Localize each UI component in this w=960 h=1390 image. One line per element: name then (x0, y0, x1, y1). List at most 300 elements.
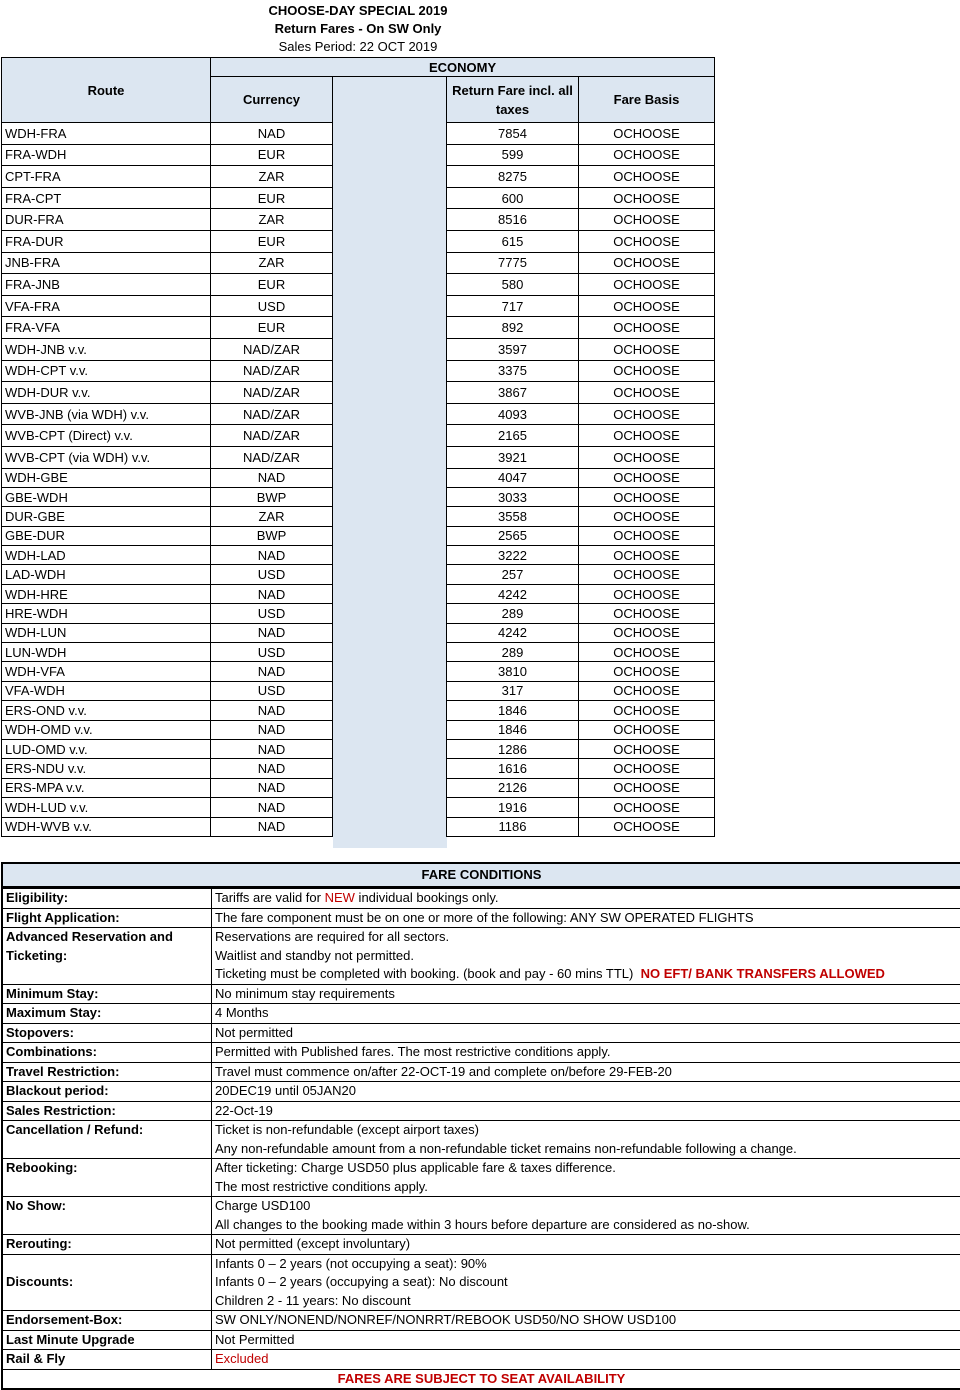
condition-highlight: Excluded (215, 1351, 268, 1366)
gap-cell (333, 295, 447, 317)
table-row (2, 526, 715, 545)
table-row (2, 604, 715, 623)
condition-text: 4 Months (215, 1005, 268, 1020)
condition-label-text: Stopovers: (6, 1024, 211, 1043)
table-end-spacer (2, 836, 715, 848)
condition-line (3, 1311, 960, 1331)
gap-cell (333, 720, 447, 739)
gap-cell (333, 778, 447, 797)
fare-basis-cell: OCHOOSE (579, 425, 715, 447)
gap-cell (333, 166, 447, 188)
route-cell: VFA-WDH (2, 681, 211, 700)
condition-text: Ticketing must be completed with booking. (book and pay - 60 mins TTL) (215, 966, 641, 981)
currency-cell: NAD (211, 468, 333, 487)
fare-basis-cell: OCHOOSE (579, 565, 715, 584)
currency-cell: ZAR (211, 507, 333, 526)
fare-basis-cell: OCHOOSE (579, 338, 715, 360)
condition-highlight: NO EFT/ BANK TRANSFERS ALLOWED (641, 966, 885, 981)
gap-cell (333, 623, 447, 642)
currency-cell: USD (211, 295, 333, 317)
currency-cell: USD (211, 565, 333, 584)
table-row (2, 403, 715, 425)
table-row (2, 123, 715, 145)
seat-availability-note: FARES ARE SUBJECT TO SEAT AVAILABILITY (3, 1369, 960, 1388)
fare-cell: 3867 (447, 382, 579, 404)
table-row (2, 778, 715, 797)
table-row (2, 317, 715, 339)
gap-cell (333, 681, 447, 700)
currency-cell: NAD (211, 584, 333, 603)
condition-text: Not Permitted (215, 1332, 294, 1347)
currency-cell: ZAR (211, 209, 333, 231)
condition-label-text: Maximum Stay: (6, 1004, 211, 1023)
table-row (2, 187, 715, 209)
fare-table-body (2, 123, 715, 848)
condition-label (3, 1004, 212, 1024)
gap-cell (333, 403, 447, 425)
gap-cell (333, 446, 447, 468)
condition-value (212, 1140, 960, 1159)
fare-cell: 7775 (447, 252, 579, 274)
condition-value (212, 1178, 960, 1197)
route-cell: FRA-VFA (2, 317, 211, 339)
route-cell: WDH-LAD (2, 546, 211, 565)
route-cell: LUD-OMD v.v. (2, 739, 211, 758)
condition-line (3, 908, 960, 928)
route-cell: VFA-FRA (2, 295, 211, 317)
route-cell: DUR-GBE (2, 507, 211, 526)
condition-label (3, 984, 212, 1004)
table-row (2, 623, 715, 642)
condition-value (212, 1197, 960, 1216)
gap-cell (333, 526, 447, 545)
fare-basis-cell: OCHOOSE (579, 604, 715, 623)
gap-cell (333, 230, 447, 252)
fare-basis-cell: OCHOOSE (579, 526, 715, 545)
currency-cell: NAD/ZAR (211, 360, 333, 382)
table-row (2, 759, 715, 778)
route-cell: WDH-DUR v.v. (2, 382, 211, 404)
condition-label-text: Cancellation / Refund: (6, 1121, 211, 1140)
fare-cell: 257 (447, 565, 579, 584)
condition-value (212, 1216, 960, 1235)
condition-text: 22-Oct-19 (215, 1103, 273, 1118)
fare-cell: 2165 (447, 425, 579, 447)
table-row (2, 295, 715, 317)
condition-label (3, 889, 212, 909)
condition-text: All changes to the booking made within 3 hours before departure are considered as no-show. (215, 1217, 750, 1232)
fare-cell: 1846 (447, 720, 579, 739)
route-cell: WDH-VFA (2, 662, 211, 681)
route-cell: WVB-CPT (Direct) v.v. (2, 425, 211, 447)
fare-basis-cell: OCHOOSE (579, 720, 715, 739)
table-row (2, 739, 715, 758)
table-row (2, 817, 715, 836)
condition-text: Not permitted (except involuntary) (215, 1236, 410, 1251)
gap-cell (333, 604, 447, 623)
table-row (2, 382, 715, 404)
gap-cell (333, 468, 447, 487)
condition-line (3, 928, 960, 947)
fare-basis-cell: OCHOOSE (579, 252, 715, 274)
route-cell: GBE-DUR (2, 526, 211, 545)
currency-cell: NAD (211, 123, 333, 145)
fare-basis-cell: OCHOOSE (579, 317, 715, 339)
gap-cell (333, 817, 447, 836)
route-cell: FRA-DUR (2, 230, 211, 252)
currency-cell: USD (211, 643, 333, 662)
fare-basis-cell: OCHOOSE (579, 166, 715, 188)
condition-value (212, 1121, 960, 1140)
condition-label-text: Rebooking: (6, 1159, 211, 1178)
table-row (2, 468, 715, 487)
condition-line (3, 1350, 960, 1369)
condition-label-text: Advanced Reservation and (6, 928, 211, 947)
condition-value (212, 928, 960, 947)
condition-label (3, 1311, 212, 1331)
condition-label-text: Combinations: (6, 1043, 211, 1062)
route-cell: WDH-CPT v.v. (2, 360, 211, 382)
fare-basis-cell: OCHOOSE (579, 584, 715, 603)
route-cell: WDH-LUD v.v. (2, 798, 211, 817)
gap-cell (333, 382, 447, 404)
currency-cell: USD (211, 604, 333, 623)
currency-cell: ZAR (211, 252, 333, 274)
route-cell: WDH-OMD v.v. (2, 720, 211, 739)
fare-cell: 7854 (447, 123, 579, 145)
table-row (2, 338, 715, 360)
condition-text: No minimum stay requirements (215, 986, 395, 1001)
gap-cell (333, 144, 447, 166)
page-subtitle: Return Fares - On SW Only (210, 20, 506, 38)
fare-cell: 615 (447, 230, 579, 252)
condition-label-text: Endorsement-Box: (6, 1311, 211, 1330)
condition-label-text: Blackout period: (6, 1082, 211, 1101)
table-row (2, 701, 715, 720)
col-fare-header: Return Fare incl. all taxes (447, 77, 579, 123)
condition-line (3, 1235, 960, 1255)
condition-text: Charge USD100 (215, 1198, 310, 1213)
condition-value (212, 908, 960, 928)
fare-cell: 580 (447, 274, 579, 296)
gap-cell (333, 662, 447, 681)
gap-cell (333, 584, 447, 603)
condition-text: The most restrictive conditions apply. (215, 1179, 428, 1194)
currency-cell: NAD (211, 623, 333, 642)
fare-basis-cell: OCHOOSE (579, 360, 715, 382)
currency-cell: ZAR (211, 166, 333, 188)
condition-label (3, 1062, 212, 1082)
condition-value (212, 1273, 960, 1292)
fare-cell: 317 (447, 681, 579, 700)
condition-label-text: Rerouting: (6, 1235, 211, 1254)
fare-basis-cell: OCHOOSE (579, 446, 715, 468)
fare-cell: 3597 (447, 338, 579, 360)
currency-cell: BWP (211, 526, 333, 545)
gap-cell (333, 739, 447, 758)
fare-basis-cell: OCHOOSE (579, 507, 715, 526)
gap-cell (333, 487, 447, 506)
condition-text: Travel must commence on/after 22-OCT-19 and complete on/before 29-FEB-20 (215, 1064, 672, 1079)
col-basis-header: Fare Basis (579, 77, 715, 123)
fare-cell: 289 (447, 643, 579, 662)
fare-cell: 8516 (447, 209, 579, 231)
condition-label (3, 1082, 212, 1102)
currency-cell: NAD (211, 817, 333, 836)
table-row (2, 425, 715, 447)
currency-cell: NAD/ZAR (211, 338, 333, 360)
condition-text: Waitlist and standby not permitted. (215, 948, 414, 963)
condition-text: Any non-refundable amount from a non-refundable ticket remains non-refundable following a change. (215, 1141, 797, 1156)
condition-value (212, 1350, 960, 1369)
fare-cell: 599 (447, 144, 579, 166)
fare-cell: 1286 (447, 739, 579, 758)
route-cell: GBE-WDH (2, 487, 211, 506)
currency-cell: NAD (211, 546, 333, 565)
condition-value (212, 889, 960, 909)
currency-cell: NAD (211, 759, 333, 778)
fare-basis-cell: OCHOOSE (579, 187, 715, 209)
condition-value (212, 1101, 960, 1121)
table-row (2, 360, 715, 382)
table-row (2, 252, 715, 274)
currency-cell: EUR (211, 230, 333, 252)
fare-basis-cell: OCHOOSE (579, 295, 715, 317)
route-cell: FRA-WDH (2, 144, 211, 166)
condition-line (3, 1330, 960, 1350)
fare-basis-cell: OCHOOSE (579, 274, 715, 296)
fare-cell: 3558 (447, 507, 579, 526)
currency-cell: NAD (211, 701, 333, 720)
fare-basis-cell: OCHOOSE (579, 382, 715, 404)
condition-line (3, 1062, 960, 1082)
table-row (2, 144, 715, 166)
table-row (2, 446, 715, 468)
condition-label-text: Sales Restriction: (6, 1102, 211, 1121)
condition-label-text: No Show: (6, 1197, 211, 1216)
fare-basis-cell: OCHOOSE (579, 468, 715, 487)
condition-line (3, 1159, 960, 1178)
condition-label (3, 908, 212, 928)
condition-label (3, 1159, 212, 1197)
table-row (2, 565, 715, 584)
sales-period: Sales Period: 22 OCT 2019 (210, 38, 506, 56)
route-cell: JNB-FRA (2, 252, 211, 274)
fare-cell: 3810 (447, 662, 579, 681)
fare-cell: 3375 (447, 360, 579, 382)
currency-cell: EUR (211, 274, 333, 296)
fare-cell: 600 (447, 187, 579, 209)
table-row (2, 662, 715, 681)
condition-label-text: Eligibility: (6, 889, 211, 908)
condition-text: Infants 0 – 2 years (occupying a seat): No discount (215, 1274, 508, 1289)
fare-cell: 4242 (447, 623, 579, 642)
condition-line (3, 1121, 960, 1140)
condition-line (3, 889, 960, 909)
route-cell: ERS-OND v.v. (2, 701, 211, 720)
route-cell: WVB-JNB (via WDH) v.v. (2, 403, 211, 425)
gap-cell (333, 425, 447, 447)
table-row (2, 166, 715, 188)
fare-table (1, 57, 715, 848)
condition-label-text: Travel Restriction: (6, 1063, 211, 1082)
gap-cell (333, 565, 447, 584)
fare-cell: 1616 (447, 759, 579, 778)
fare-basis-cell: OCHOOSE (579, 623, 715, 642)
gap-cell (333, 360, 447, 382)
currency-cell: NAD (211, 739, 333, 758)
currency-cell: NAD (211, 720, 333, 739)
fare-cell: 717 (447, 295, 579, 317)
condition-value (212, 1023, 960, 1043)
condition-value (212, 984, 960, 1004)
fare-conditions-title: FARE CONDITIONS (3, 864, 960, 888)
route-cell: DUR-FRA (2, 209, 211, 231)
condition-label (3, 1235, 212, 1255)
condition-text: individual bookings only. (355, 890, 499, 905)
route-cell: ERS-NDU v.v. (2, 759, 211, 778)
fare-basis-cell: OCHOOSE (579, 403, 715, 425)
condition-label-text: Last Minute Upgrade (6, 1331, 211, 1350)
condition-value (212, 1330, 960, 1350)
condition-label-text: Flight Application: (6, 909, 211, 928)
route-cell: FRA-CPT (2, 187, 211, 209)
gap-cell (333, 274, 447, 296)
currency-cell: EUR (211, 144, 333, 166)
fare-basis-cell: OCHOOSE (579, 701, 715, 720)
gap-cell (333, 209, 447, 231)
gap-cell (333, 252, 447, 274)
currency-cell: BWP (211, 487, 333, 506)
condition-value (212, 1004, 960, 1024)
condition-label-text: Ticketing: (6, 947, 211, 966)
header-gap (333, 77, 447, 123)
fare-basis-cell: OCHOOSE (579, 662, 715, 681)
route-cell: WDH-LUN (2, 623, 211, 642)
condition-line (3, 1004, 960, 1024)
table-row (2, 230, 715, 252)
route-cell: CPT-FRA (2, 166, 211, 188)
route-cell: FRA-JNB (2, 274, 211, 296)
condition-line (3, 1254, 960, 1273)
fare-cell: 4242 (447, 584, 579, 603)
currency-cell: NAD (211, 778, 333, 797)
condition-value (212, 1062, 960, 1082)
table-row (2, 546, 715, 565)
condition-label-text: Rail & Fly (6, 1350, 211, 1369)
table-row (2, 720, 715, 739)
condition-value (212, 965, 960, 984)
gap-cell (333, 187, 447, 209)
condition-highlight: NEW (325, 890, 355, 905)
fare-cell: 1846 (447, 701, 579, 720)
gap-cell (333, 546, 447, 565)
gap-cell (333, 123, 447, 145)
route-cell: WDH-WVB v.v. (2, 817, 211, 836)
condition-text: Reservations are required for all sectors. (215, 929, 449, 944)
condition-text: Children 2 - 11 years: No discount (215, 1293, 411, 1308)
route-cell: LUN-WDH (2, 643, 211, 662)
condition-text: Not permitted (215, 1025, 293, 1040)
currency-cell: NAD/ZAR (211, 425, 333, 447)
condition-label-text: Minimum Stay: (6, 985, 211, 1004)
condition-label (3, 1043, 212, 1063)
fare-basis-cell: OCHOOSE (579, 759, 715, 778)
fare-conditions (1, 862, 960, 1390)
condition-line (3, 1082, 960, 1102)
gap-cell (333, 643, 447, 662)
condition-text: 20DEC19 until 05JAN20 (215, 1083, 356, 1098)
condition-label (3, 1330, 212, 1350)
condition-label (3, 1023, 212, 1043)
fare-cell: 1186 (447, 817, 579, 836)
condition-label (3, 928, 212, 985)
condition-value (212, 1159, 960, 1178)
route-cell: WDH-FRA (2, 123, 211, 145)
route-cell: WDH-GBE (2, 468, 211, 487)
condition-value (212, 1292, 960, 1311)
fare-basis-cell: OCHOOSE (579, 546, 715, 565)
fare-cell: 1916 (447, 798, 579, 817)
fare-basis-cell: OCHOOSE (579, 123, 715, 145)
currency-cell: NAD/ZAR (211, 446, 333, 468)
fare-cell: 289 (447, 604, 579, 623)
condition-value (212, 947, 960, 966)
route-cell: WDH-HRE (2, 584, 211, 603)
condition-text: After ticketing: Charge USD50 plus applicable fare & taxes difference. (215, 1160, 616, 1175)
fare-cell: 2126 (447, 778, 579, 797)
condition-label (3, 1350, 212, 1369)
condition-line (3, 1023, 960, 1043)
fare-cell: 892 (447, 317, 579, 339)
fare-cell: 3921 (447, 446, 579, 468)
fare-cell: 4047 (447, 468, 579, 487)
route-cell: WVB-CPT (via WDH) v.v. (2, 446, 211, 468)
condition-text: Ticket is non-refundable (except airport taxes) (215, 1122, 479, 1137)
economy-header: ECONOMY (211, 58, 715, 77)
fare-basis-cell: OCHOOSE (579, 798, 715, 817)
fare-cell: 8275 (447, 166, 579, 188)
gap-cell (333, 759, 447, 778)
currency-cell: EUR (211, 317, 333, 339)
condition-text: Infants 0 – 2 years (not occupying a seat): 90% (215, 1256, 487, 1271)
route-cell: ERS-MPA v.v. (2, 778, 211, 797)
col-route-header: Route (2, 58, 211, 123)
condition-line (3, 1043, 960, 1063)
route-cell: LAD-WDH (2, 565, 211, 584)
gap-cell (333, 798, 447, 817)
condition-label (3, 1121, 212, 1159)
condition-value (212, 1254, 960, 1273)
route-cell: HRE-WDH (2, 604, 211, 623)
fare-basis-cell: OCHOOSE (579, 681, 715, 700)
fare-basis-cell: OCHOOSE (579, 209, 715, 231)
fare-basis-cell: OCHOOSE (579, 643, 715, 662)
conditions-table-body (3, 889, 960, 1369)
table-row (2, 643, 715, 662)
table-row (2, 681, 715, 700)
table-row (2, 487, 715, 506)
fare-cell: 3222 (447, 546, 579, 565)
fare-basis-cell: OCHOOSE (579, 778, 715, 797)
page-title: CHOOSE-DAY SPECIAL 2019 (210, 2, 506, 20)
condition-text: Tariffs are valid for (215, 890, 325, 905)
fare-basis-cell: OCHOOSE (579, 144, 715, 166)
currency-cell: EUR (211, 187, 333, 209)
condition-line (3, 1101, 960, 1121)
condition-text: SW ONLY/NONEND/NONREF/NONRRT/REBOOK USD50/NO SHOW USD100 (215, 1312, 676, 1327)
condition-label (3, 1254, 212, 1311)
